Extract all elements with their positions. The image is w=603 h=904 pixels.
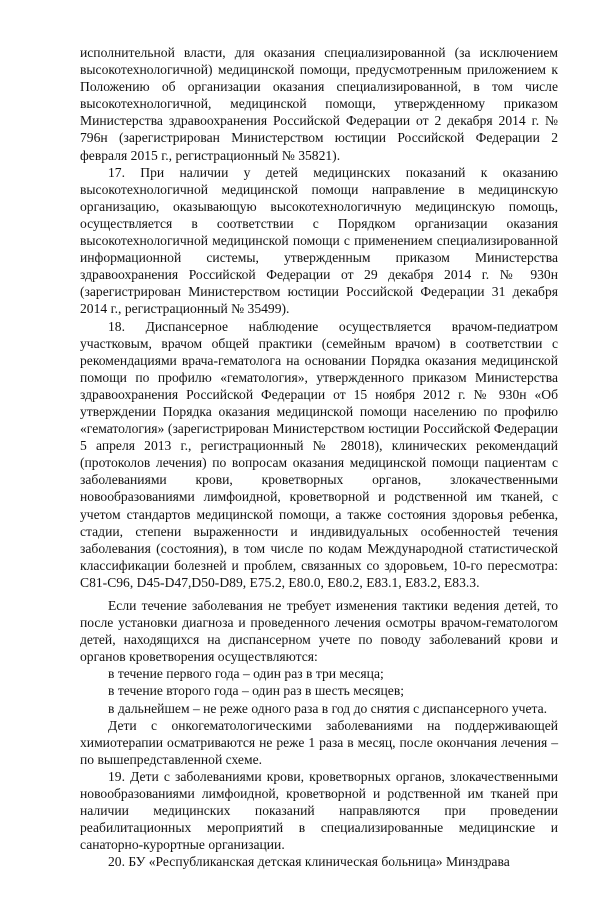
paragraph-18: 18. Диспансерное наблюдение осуществляется врачом-педиатром участковым, врачом общей практики (семейным врачом) в соответствии с рекомендациями врача-гематолога на основании Порядка оказания медицинской помощи по профилю «гематология», утвержденного приказом Министерства здравоохранения Российской Федерации от 15 ноября 2012 г. № 930н «Об утверждении Порядка оказания медицинской помощи населению по профилю «гематология» (зарегистрирован Министерством юстиции Российской Федерации 5 апреля 2013 г., регистрационный № 28018), клинических рекомендаций (протоколов лечения) по вопросам оказания медицинской помощи пациентам с заболеваниями крови, кроветворных органов, злокачественными новообразованиями лимфоидной, кроветворной и родственной им тканей, с учетом стандартов медицинской помощи, а также состояния здоровья ребенка, стадии, степени выраженности и индивидуальных особенностей течения заболевания (состояния), в том числе по кодам Международной статистической классификации болезней и проблем, связанных со здоровьем, 10-го пересмотра: C81-C96, D45-D47,D50-D89, E75.2, E80.0, E80.2, E83.1, E83.2, E83.3. [80, 318, 558, 590]
paragraph-course-observation: Если течение заболевания не требует изменения тактики ведения детей, то после установки диагноза и проведенного лечения осмотры врачом-гематологом детей, находящихся на диспансерном учете по поводу заболеваний крови и органов кроветворения осуществляются: [80, 598, 558, 665]
list-item-first-year: в течение первого года – один раз в три месяца; [108, 666, 384, 682]
list-item-later: в дальнейшем – не реже одного раза в год до снятия с диспансерного учета. [108, 700, 548, 716]
paragraph-17: 17. При наличии у детей медицинских показаний к оказанию высокотехнологичной медицинской помощи направление в медицинскую организацию, оказывающую высокотехнологичную медицинскую помощь, осуществляется в соответствии с Порядком организации оказания высокотехнологичной медицинской помощи с применением специализированной информационной системы, утвержденным приказом Министерства здравоохранения Российской Федерации от 29 декабря 2014 г. № 930н (зарегистрирован Министерством юстиции Российской Федерации 31 декабря 2014 г., регистрационный № 35499). [80, 164, 558, 317]
list-item-second-year: в течение второго года – один раз в шесть месяцев; [108, 683, 405, 699]
paragraph-onco-children: Дети с онкогематологическими заболеваниями на поддерживающей химиотерапии осматриваются не реже 1 раза в месяц, после окончания лечения – по вышепредставленной схеме. [80, 717, 558, 767]
document-page [80, 44, 558, 871]
paragraph-continuation: исполнительной власти, для оказания специализированной (за исключением высокотехнологичной) медицинской помощи, предусмотренным приложением к Положению об организации оказания специализированной, в том числе высокотехнологичной, медицинской помощи, утвержденному приказом Министерства здравоохранения Российской Федерации от 2 декабря 2014 г. № 796н (зарегистрирован Министерством юстиции Российской Федерации 2 февраля 2015 г., регистрационный № 35821). [80, 45, 558, 163]
paragraph-20: 20. БУ «Республиканская детская клиническая больница» Минздрава [108, 854, 510, 870]
paragraph-19: 19. Дети с заболеваниями крови, кроветворных органов, злокачественными новообразованиями лимфоидной, кроветворной и родственной им тканей при наличии медицинских показаний направляются при проведении реабилитационных мероприятий в специализированные медицинские и санаторно-курортные организации. [80, 768, 558, 853]
